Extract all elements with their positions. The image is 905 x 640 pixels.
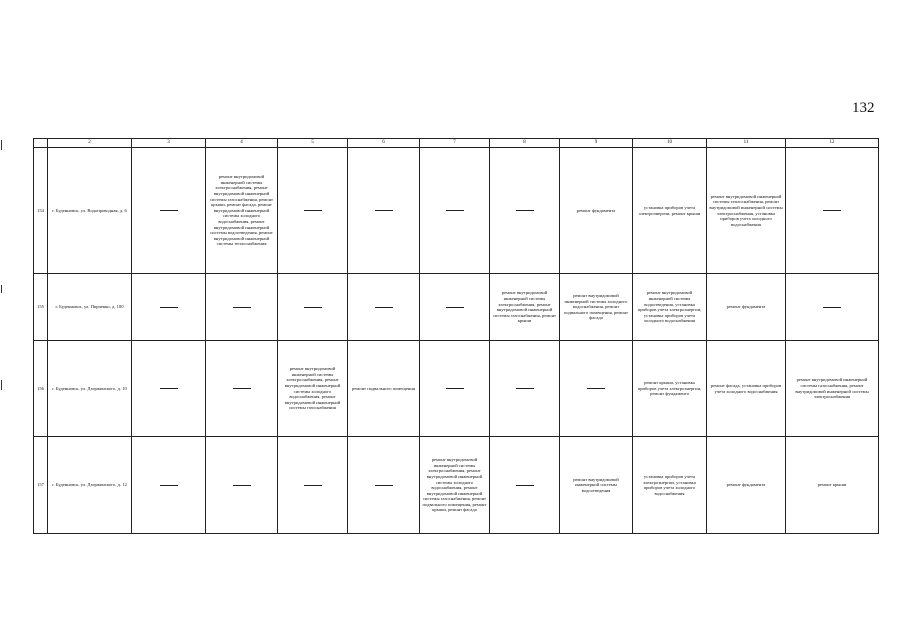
dash-mark <box>516 210 534 211</box>
dash-mark <box>160 307 178 308</box>
dash-mark <box>823 210 841 211</box>
column-header: 2 <box>48 139 132 148</box>
dash-mark <box>160 485 178 486</box>
empty-cell <box>786 148 879 274</box>
dash-mark <box>233 388 251 389</box>
work-cell: ремонт внутридомовой инженерной системы электроснабжения, ремонт внутридомовой инженерной системы газоснабжения, ремонт крыши, ремонт фасада, ремонт внутридомовой инженерной системы холодного водоснабжения, ремонт внутридомовой инженерной системы водоотведения, ремонт внутридомовой инженерной системы теплоснабжения <box>206 148 278 274</box>
margin-mark <box>1 140 2 150</box>
row-number: 157 <box>34 437 48 534</box>
dash-mark <box>233 307 251 308</box>
dash-mark <box>160 388 178 389</box>
repair-schedule-table <box>33 138 879 534</box>
dash-mark <box>587 388 605 389</box>
empty-cell <box>348 148 420 274</box>
work-cell: ремонт фундамента <box>707 437 786 534</box>
row-number: 155 <box>34 274 48 341</box>
work-cell: ремонт внутридомовой инженерной системы электроснабжения, ремонт внутридомовой инженерной системы газоснабжения, ремонт крыши <box>490 274 560 341</box>
empty-cell <box>278 437 348 534</box>
address-cell: г. Буденновск, ул. Дзержинского, д. 12 <box>48 437 132 534</box>
column-header: 9 <box>560 139 633 148</box>
address-cell: г. Буденновск, ул. Дзержинского, д. 10 <box>48 341 132 437</box>
empty-cell <box>278 148 348 274</box>
empty-cell <box>490 341 560 437</box>
work-cell: ремонт внутридомовой инженерной системы электроснабжения, ремонт внутридомовой инженерной системы холодного водоснабжения, ремонт внутридомовой инженерной системы газоснабжения, ремонт подвального помещения, ремонт крыши, ремонт фасада <box>420 437 490 534</box>
dash-mark <box>446 210 464 211</box>
address-cell: г. Буденновск, ул. Пирченко, д. 100 <box>48 274 132 341</box>
work-cell: ремонт крыши, установка приборов учета электроэнергии, ремонт фундамента <box>633 341 707 437</box>
table-row <box>34 148 879 274</box>
empty-cell <box>490 148 560 274</box>
empty-cell <box>132 148 206 274</box>
work-cell: ремонт внутридомовой инженерной системы водоотведения, установка приборов учета электроэнергии, установка приборов учета холодного водоснабжения <box>633 274 707 341</box>
row-number: 154 <box>34 148 48 274</box>
work-cell: установка приборов учета электроэнергии, ремонт крыши <box>633 148 707 274</box>
dash-mark <box>446 388 464 389</box>
empty-cell <box>420 148 490 274</box>
margin-mark <box>1 380 2 390</box>
empty-cell <box>420 341 490 437</box>
column-header: 10 <box>633 139 707 148</box>
work-cell: ремонт внутридомовой инженерной системы водоотведения <box>560 437 633 534</box>
dash-mark <box>304 210 322 211</box>
dash-mark <box>233 485 251 486</box>
empty-cell <box>132 341 206 437</box>
column-header: 5 <box>278 139 348 148</box>
empty-cell <box>278 274 348 341</box>
empty-cell <box>786 274 879 341</box>
dash-mark <box>160 210 178 211</box>
table-row <box>34 437 879 534</box>
work-cell: ремонт внутридомовой инженерной системы теплоснабжения, ремонт внутридомовой инженерной системы электроснабжения, установка приборов учета холодного водоснабжения <box>707 148 786 274</box>
column-header: 8 <box>490 139 560 148</box>
page-number: 132 <box>852 100 875 116</box>
column-header: 6 <box>348 139 420 148</box>
dash-mark <box>375 485 393 486</box>
address-cell: г. Буденновск, ул. Водопроводная, д. 6 <box>48 148 132 274</box>
work-cell: ремонт внутридомовой инженерной системы холодного водоснабжения, ремонт подвального помещения, ремонт фасада <box>560 274 633 341</box>
empty-cell <box>132 437 206 534</box>
work-cell: ремонт крыши <box>786 437 879 534</box>
empty-cell <box>132 274 206 341</box>
empty-cell <box>420 274 490 341</box>
work-cell: ремонт подвального помещения <box>348 341 420 437</box>
dash-mark <box>304 307 322 308</box>
dash-mark <box>375 307 393 308</box>
work-cell: ремонт фундамента <box>707 274 786 341</box>
empty-cell <box>490 437 560 534</box>
empty-cell <box>206 274 278 341</box>
empty-cell <box>348 437 420 534</box>
work-cell: ремонт фасада, установка приборов учета холодного водоснабжения <box>707 341 786 437</box>
table-row <box>34 274 879 341</box>
margin-mark <box>1 285 2 293</box>
work-cell: ремонт внутридомовой инженерной системы газоснабжения, ремонт внутридомовой инженерной системы электроснабжения <box>786 341 879 437</box>
row-number: 156 <box>34 341 48 437</box>
column-header <box>34 139 48 148</box>
dash-mark <box>516 485 534 486</box>
empty-cell <box>206 341 278 437</box>
column-header: 4 <box>206 139 278 148</box>
dash-mark <box>375 210 393 211</box>
column-header: 3 <box>132 139 206 148</box>
dash-mark <box>516 388 534 389</box>
dash-mark <box>823 307 841 308</box>
work-cell: ремонт фундамента <box>560 148 633 274</box>
table-body <box>34 148 879 534</box>
table-row <box>34 341 879 437</box>
column-header: 7 <box>420 139 490 148</box>
empty-cell <box>560 341 633 437</box>
dash-mark <box>446 307 464 308</box>
dash-mark <box>304 485 322 486</box>
work-cell: установка приборов учета электроэнергии, установка приборов учета холодного водоснабжения <box>633 437 707 534</box>
table-header-row <box>34 139 879 148</box>
empty-cell <box>206 437 278 534</box>
work-cell: ремонт внутридомовой инженерной системы электроснабжения, ремонт внутридомовой инженерной системы холодного водоснабжения, ремонт внутридомовой инженерной системы газоснабжения <box>278 341 348 437</box>
column-header: 12 <box>786 139 879 148</box>
column-header: 11 <box>707 139 786 148</box>
empty-cell <box>348 274 420 341</box>
